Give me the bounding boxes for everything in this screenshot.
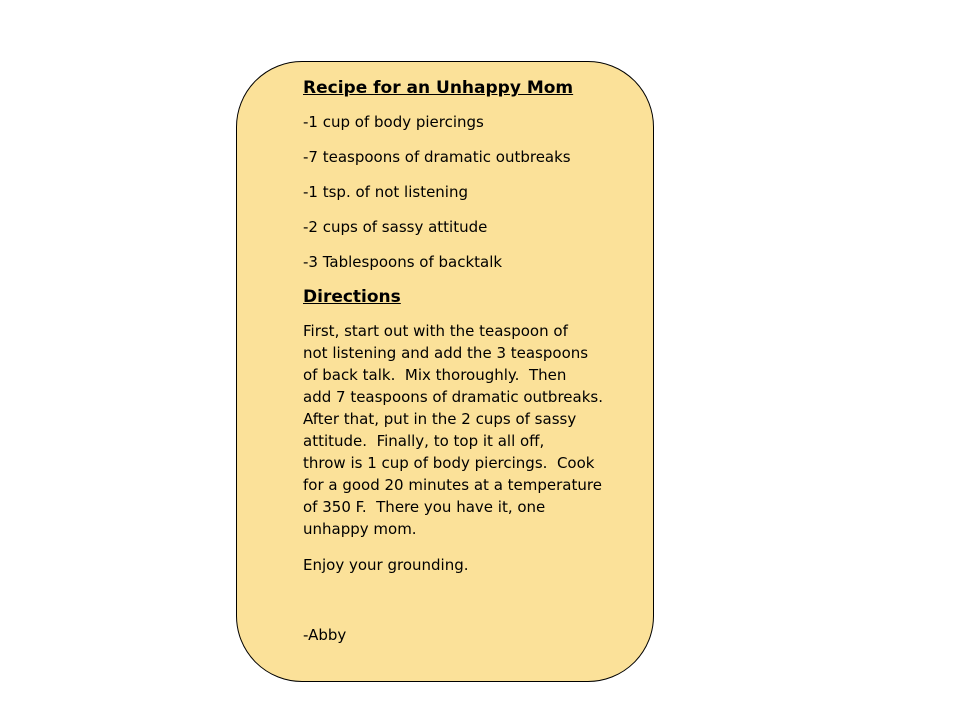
directions-line: unhappy mom. bbox=[303, 520, 417, 538]
directions-paragraph bbox=[303, 320, 623, 540]
ingredient-item: -1 cup of body piercings bbox=[303, 113, 484, 131]
recipe-card bbox=[236, 61, 654, 682]
directions-line: add 7 teaspoons of dramatic outbreaks. bbox=[303, 388, 603, 406]
directions-line: throw is 1 cup of body piercings. Cook bbox=[303, 454, 595, 472]
directions-line: of back talk. Mix thoroughly. Then bbox=[303, 366, 567, 384]
closing-line: Enjoy your grounding. bbox=[303, 556, 469, 574]
recipe-content bbox=[303, 76, 623, 645]
directions-heading: Directions bbox=[303, 287, 401, 307]
directions-line: attitude. Finally, to top it all off, bbox=[303, 432, 545, 450]
ingredient-item: -1 tsp. of not listening bbox=[303, 183, 468, 201]
ingredient-item: -3 Tablespoons of backtalk bbox=[303, 253, 503, 271]
recipe-title: Recipe for an Unhappy Mom bbox=[303, 78, 574, 98]
ingredient-list bbox=[303, 112, 623, 272]
directions-line: After that, put in the 2 cups of sassy bbox=[303, 410, 577, 428]
directions-line: for a good 20 minutes at a temperature bbox=[303, 476, 602, 494]
ingredient-item: -2 cups of sassy attitude bbox=[303, 218, 488, 236]
directions-line: of 350 F. There you have it, one bbox=[303, 498, 546, 516]
signature: -Abby bbox=[303, 626, 347, 644]
directions-line: not listening and add the 3 teaspoons bbox=[303, 344, 589, 362]
ingredient-item: -7 teaspoons of dramatic outbreaks bbox=[303, 148, 571, 166]
directions-line: First, start out with the teaspoon of bbox=[303, 322, 568, 340]
